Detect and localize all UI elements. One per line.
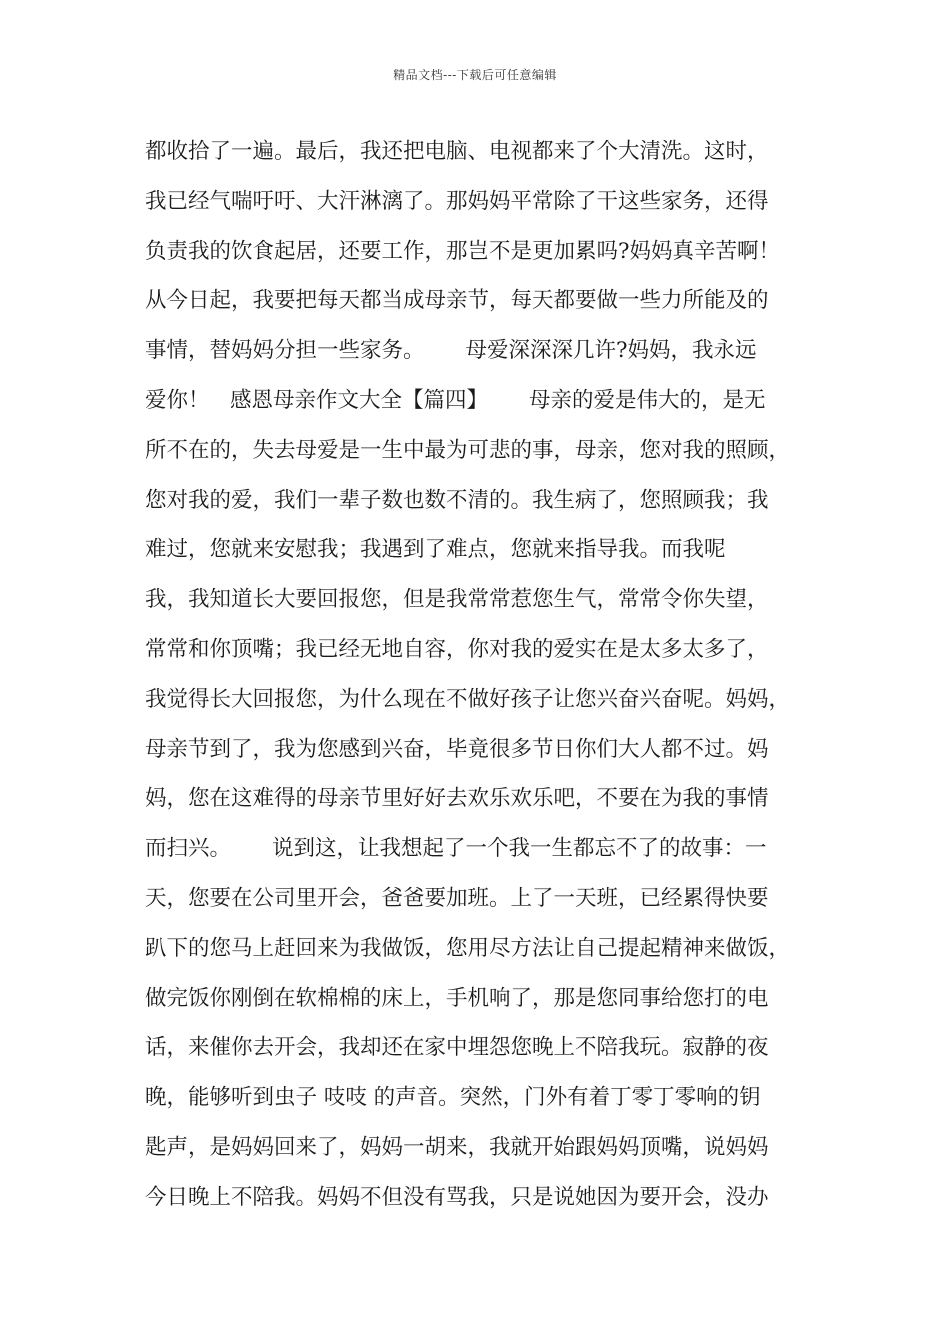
text-line: 负责我的饮食起居，还要工作，那岂不是更加累吗?妈妈真辛苦啊！ bbox=[145, 238, 781, 264]
text-line: 而扫兴。 说到这，让我想起了一个我一生都忘不了的故事：一 bbox=[145, 836, 767, 862]
text-line: 常常和你顶嘴；我已经无地自容，你对我的爱实在是太多太多了， bbox=[145, 636, 769, 662]
text-line: 今日晚上不陪我。妈妈不但没有骂我，只是说她因为要开会，没办 bbox=[145, 1184, 769, 1210]
text-line: 都收拾了一遍。最后，我还把电脑、电视都来了个大清洗。这时， bbox=[145, 139, 769, 164]
text-line: 我，我知道长大要回报您，但是我常常惹您生气，常常令你失望， bbox=[145, 587, 769, 613]
text-line: 事情，替妈妈分担一些家务。 母爱深深深几许?妈妈，我永远 bbox=[145, 338, 757, 364]
text-line: 匙声，是妈妈回来了，妈妈一胡来，我就开始跟妈妈顶嘴，说妈妈 bbox=[145, 1134, 769, 1160]
text-line: 爱你！ 感恩母亲作文大全【篇四】 母亲的爱是伟大的，是无 bbox=[145, 387, 766, 413]
text-line: 母亲节到了，我为您感到兴奋，毕竟很多节日你们大人都不过。妈 bbox=[145, 736, 769, 762]
text-line: 我已经气喘吁吁、大汗淋漓了。那妈妈平常除了干这些家务，还得 bbox=[145, 188, 769, 214]
text-line: 难过，您就来安慰我；我遇到了难点，您就来指导我。而我呢 bbox=[145, 537, 726, 563]
text-line: 从今日起，我要把每天都当成母亲节，每天都要做一些力所能及的 bbox=[145, 288, 769, 314]
text-line: 话，来催你去开会，我却还在家中埋怨您晚上不陪我玩。寂静的夜 bbox=[145, 1035, 769, 1061]
body-text bbox=[145, 127, 835, 1223]
page-header: 精品文档---下载后可任意编辑 bbox=[393, 68, 557, 82]
text-line: 我觉得长大回报您，为什么现在不做好孩子让您兴奋兴奋呢。妈妈， bbox=[145, 686, 791, 712]
text-line: 所不在的，失去母爱是一生中最为可悲的事，母亲，您对我的照顾， bbox=[145, 437, 791, 463]
text-line: 您对我的爱，我们一辈子数也数不清的。我生病了，您照顾我；我 bbox=[145, 487, 769, 513]
text-line: 晚，能够听到虫子 吱吱 的声音。突然，门外有着丁零丁零响的钥 bbox=[145, 1085, 761, 1111]
text-line: 做完饭你刚倒在软棉棉的床上，手机响了，那是您同事给您打的电 bbox=[145, 985, 769, 1011]
text-line: 趴下的您马上赶回来为我做饭，您用尽方法让自己提起精神来做饭， bbox=[145, 935, 791, 961]
text-line: 天，您要在公司里开会，爸爸要加班。上了一天班，已经累得快要 bbox=[145, 885, 769, 911]
text-line: 妈，您在这难得的母亲节里好好去欢乐欢乐吧，不要在为我的事情 bbox=[145, 786, 769, 812]
